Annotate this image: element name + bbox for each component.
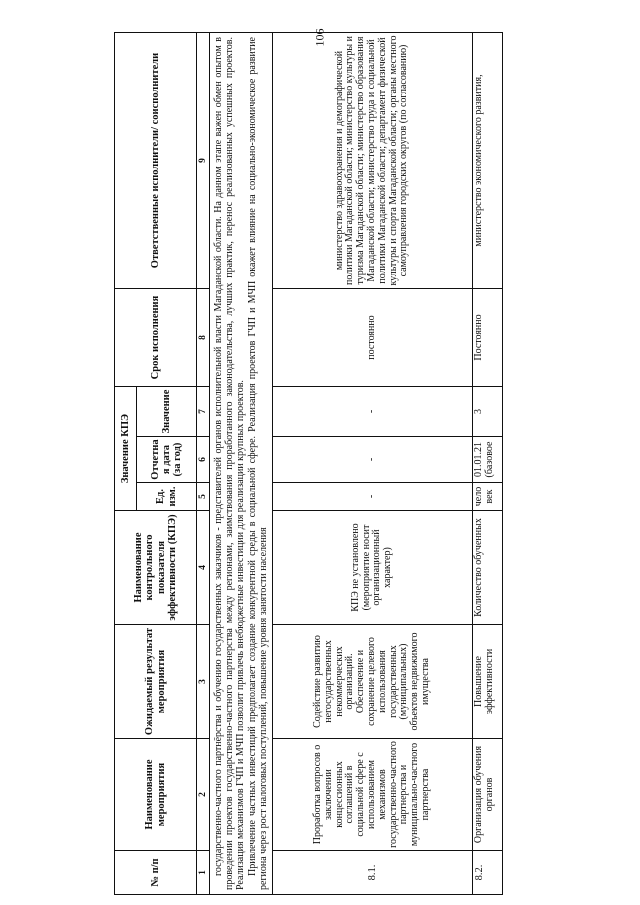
column-number: 8 xyxy=(197,289,210,387)
header-reporting-date: Отчетная дата (за год) xyxy=(137,437,197,483)
events-table xyxy=(114,32,503,895)
unit-cell: чело век xyxy=(472,483,502,511)
header-event-name: Наименование мероприятия xyxy=(115,739,197,851)
event-name-cell: Проработка вопросов о заключении концессионных соглашений в социальной сфере с использованием механизмов государственно-частного партнерства и муниципально-частного партнерства xyxy=(272,739,472,851)
value-cell: - xyxy=(272,387,472,437)
column-number: 5 xyxy=(197,483,210,511)
intro-paragraph: Привлечение частных инвестиций предполагает создание конкурентной среды в социальной сфере. Реализация проектов ГЧП и МЧП окажет влияние на социально-экономическое развитие региона через рост налоговых поступлений, повышение уровня занятости населения xyxy=(246,37,269,890)
reporting-date-cell: 01.01.21 (базовое xyxy=(472,437,502,483)
unit-cell: - xyxy=(272,483,472,511)
header-no: № п/п xyxy=(115,851,197,895)
header-unit: Ед. изм. xyxy=(137,483,197,511)
column-number: 9 xyxy=(197,33,210,289)
kpe-name-cell: Количество обученных xyxy=(472,511,502,625)
intro-paragraph: государственно-частного партнёрства и обучению государственных заказчиков - представителей органов исполнительной власти Магаданской области. На данном этапе важен обмен опытом в проведении проектов государственно-частного партнерства между регионами, заимствования проработанного законодательства, лучших практик, перенос реализованных успешных проектов. Реализация механизмов ГЧП и МЧП позволит привлечь внебюджетные инвестиции для реализации крупных проектов. xyxy=(213,37,247,890)
column-number: 3 xyxy=(197,625,210,739)
column-number: 1 xyxy=(197,851,210,895)
table-row xyxy=(472,33,502,895)
expected-result-cell: Содействие развитию негосударственных некоммерческих организаций. Обеспечение и сохранение целевого использования государственных (муниципальных) объектов недвижимого имущества xyxy=(272,625,472,739)
rotated-page-content xyxy=(114,33,640,895)
expected-result-cell: Повышение эффективности xyxy=(472,625,502,739)
column-number: 6 xyxy=(197,437,210,483)
column-numbers-row xyxy=(197,33,210,895)
header-kpe-value: Значение КПЭ xyxy=(115,387,137,511)
table-row xyxy=(272,33,472,895)
intro-row xyxy=(210,33,273,895)
value-cell: 3 xyxy=(472,387,502,437)
kpe-name-cell: КПЭ не установлено (мероприятие носит организационный характер) xyxy=(272,511,472,625)
page-number: 106 xyxy=(312,28,327,47)
header-expected-result: Ожидаемый результат мероприятия xyxy=(115,625,197,739)
header-value: Значение xyxy=(137,387,197,437)
header-kpe-name: Наименование контрольного показателя эффективности (КПЭ) xyxy=(115,511,197,625)
row-number: 8.2. xyxy=(472,851,502,895)
deadline-cell: постоянно xyxy=(272,289,472,387)
intro-text xyxy=(210,33,273,895)
column-number: 7 xyxy=(197,387,210,437)
event-name-cell: Организация обучения органов xyxy=(472,739,502,851)
responsible-cell: министерство экономического развития, xyxy=(472,33,502,289)
row-number: 8.1. xyxy=(272,851,472,895)
header-deadline: Срок исполнения xyxy=(115,289,197,387)
column-number: 2 xyxy=(197,739,210,851)
reporting-date-cell: - xyxy=(272,437,472,483)
header-responsible: Ответственные исполнители/ соисполнители xyxy=(115,33,197,289)
deadline-cell: Постоянно xyxy=(472,289,502,387)
responsible-cell: министерство здравоохранения и демографической политики Магаданской области; министерство культуры и туризма Магаданской области; министерство образования Магаданской области; министерство труда и социальной политики Магаданской области; департамент физической культуры и спорта Магаданской области; органы местного самоуправления городских округов (по согласованию) xyxy=(272,33,472,289)
column-number: 4 xyxy=(197,511,210,625)
